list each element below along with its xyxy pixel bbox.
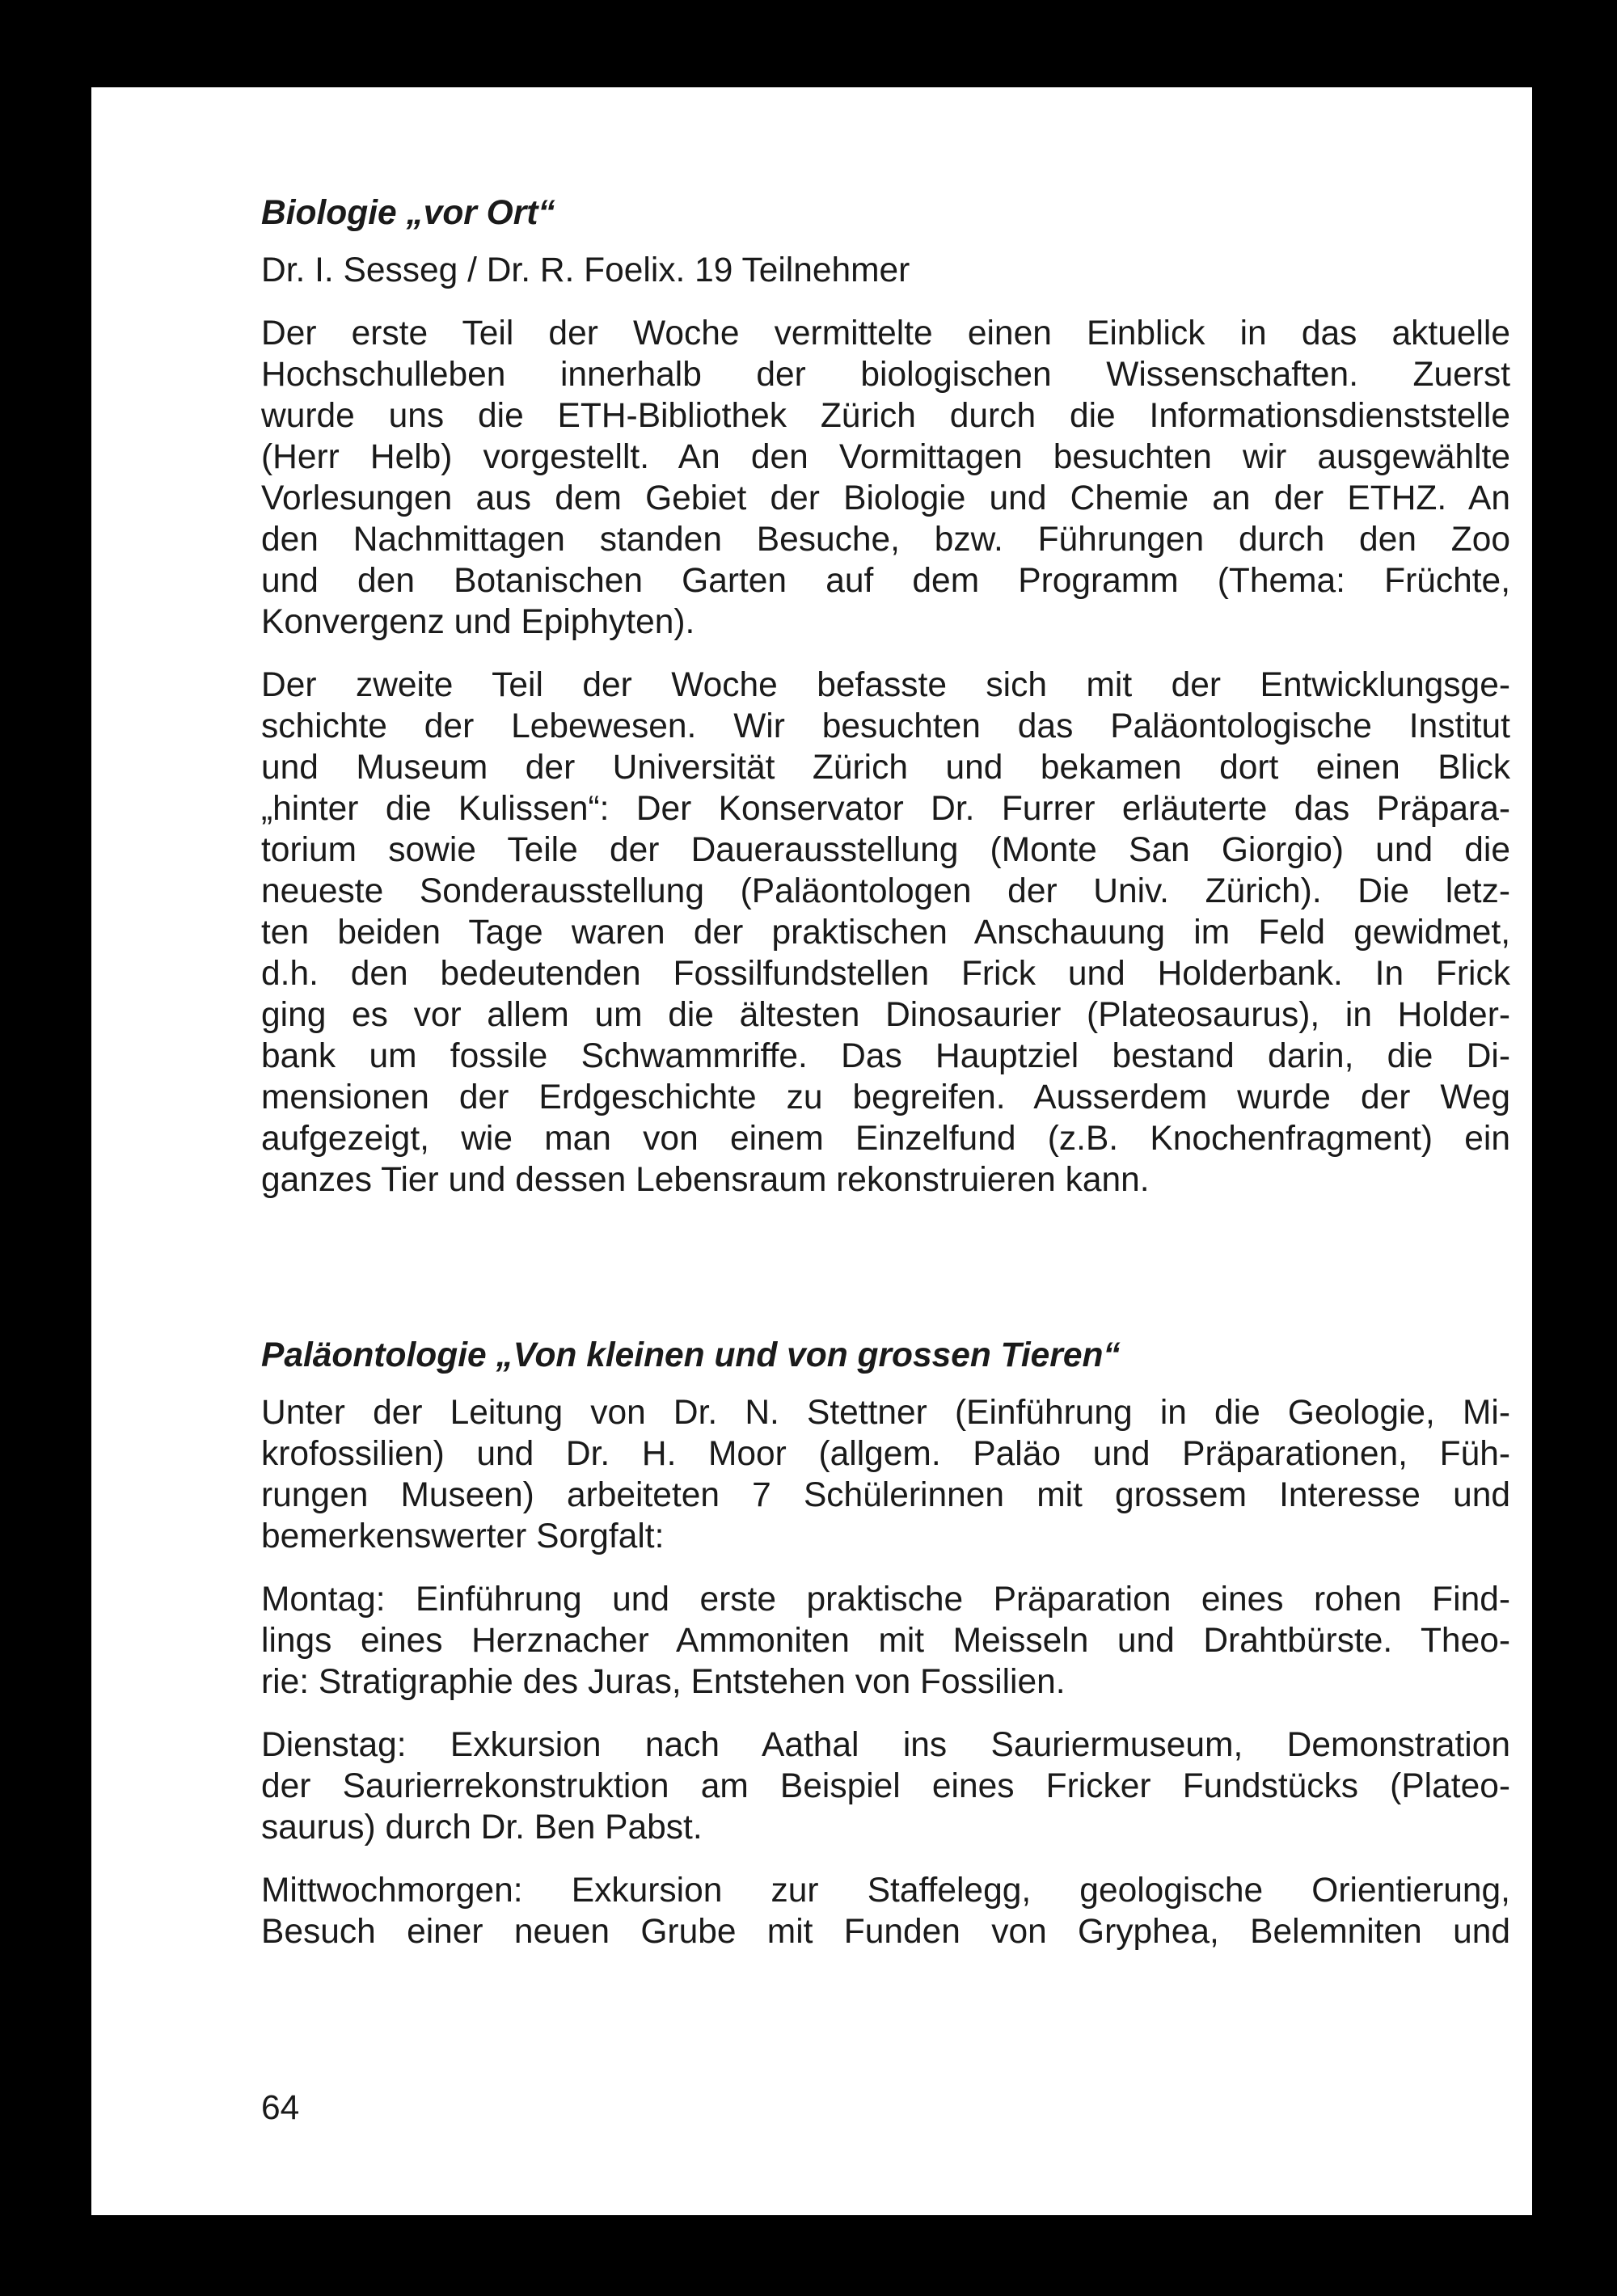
text-line: lings eines Herznacher Ammoniten mit Meisseln und Drahtbürste. Theo-: [261, 1622, 1510, 1660]
text-line: ganzes Tier und dessen Lebensraum rekonstruieren kann.: [261, 1161, 1150, 1199]
text-line: Konvergenz und Epiphyten).: [261, 603, 695, 641]
biologie-paragraph-1: [261, 313, 1510, 643]
text-line: saurus) durch Dr. Ben Pabst.: [261, 1809, 703, 1847]
palaeo-paragraph-dienstag: [261, 1724, 1510, 1848]
palaeo-paragraph-montag: [261, 1579, 1510, 1703]
text-line: Unter der Leitung von Dr. N. Stettner (Einführung in die Geologie, Mi-: [261, 1394, 1510, 1432]
text-line: der Saurierrekonstruktion am Beispiel eines Fricker Fundstücks (Plateo-: [261, 1767, 1510, 1805]
text-line: d.h. den bedeutenden Fossilfundstellen Frick und Holderbank. In Frick: [261, 955, 1510, 993]
text-line: schichte der Lebewesen. Wir besuchten das Paläontologische Institut: [261, 707, 1510, 745]
text-line: bemerkenswerter Sorgfalt:: [261, 1517, 665, 1555]
text-line: (Herr Helb) vorgestellt. An den Vormittagen besuchten wir ausgewählte: [261, 438, 1510, 476]
text-line: und den Botanischen Garten auf dem Programm (Thema: Früchte,: [261, 562, 1510, 600]
text-line: den Nachmittagen standen Besuche, bzw. Führungen durch den Zoo: [261, 521, 1510, 559]
text-line: ging es vor allem um die ältesten Dinosaurier (Plateosaurus), in Holder-: [261, 996, 1510, 1034]
text-line: Montag: Einführung und erste praktische Präparation eines rohen Find-: [261, 1581, 1510, 1619]
text-line: Vorlesungen aus dem Gebiet der Biologie und Chemie an der ETHZ. An: [261, 479, 1510, 517]
text-line: Der zweite Teil der Woche befasste sich mit der Entwicklungsge-: [261, 666, 1510, 704]
text-line: torium sowie Teile der Dauerausstellung (Monte San Giorgio) und die: [261, 831, 1510, 869]
section-title-biologie: Biologie „vor Ort“: [261, 194, 555, 232]
text-line: neueste Sonderausstellung (Paläontologen der Univ. Zürich). Die letz-: [261, 872, 1510, 910]
text-line: wurde uns die ETH-Bibliothek Zürich durch die Informationsdienststelle: [261, 397, 1510, 435]
palaeo-paragraph-mittwoch: [261, 1870, 1510, 1952]
section-authors: Dr. I. Sesseg / Dr. R. Foelix. 19 Teilnehmer: [261, 251, 910, 289]
biologie-paragraph-2: [261, 665, 1510, 1201]
text-line: mensionen der Erdgeschichte zu begreifen. Ausserdem wurde der Weg: [261, 1078, 1510, 1116]
document-page: [91, 87, 1532, 2215]
text-line: ten beiden Tage waren der praktischen Anschauung im Feld gewidmet,: [261, 914, 1510, 952]
text-line: krofossilien) und Dr. H. Moor (allgem. Paläo und Präparationen, Füh-: [261, 1435, 1510, 1473]
page-number: 64: [261, 2089, 300, 2127]
page-content: [261, 192, 1510, 1952]
text-line: Hochschulleben innerhalb der biologischen Wissenschaften. Zuerst: [261, 356, 1510, 394]
text-line: rie: Stratigraphie des Juras, Entstehen von Fossilien.: [261, 1663, 1066, 1701]
text-line: und Museum der Universität Zürich und bekamen dort einen Blick: [261, 749, 1510, 787]
text-line: bank um fossile Schwammriffe. Das Hauptziel bestand darin, die Di-: [261, 1037, 1510, 1075]
palaeo-paragraph-1: [261, 1392, 1510, 1557]
section-title-palaeontologie: Paläontologie „Von kleinen und von grossen Tieren“: [261, 1336, 1121, 1374]
text-line: Besuch einer neuen Grube mit Funden von Gryphea, Belemniten und: [261, 1913, 1510, 1951]
text-line: aufgezeigt, wie man von einem Einzelfund (z.B. Knochenfragment) ein: [261, 1120, 1510, 1158]
text-line: rungen Museen) arbeiteten 7 Schülerinnen mit grossem Interesse und: [261, 1476, 1510, 1514]
text-line: „hinter die Kulissen“: Der Konservator Dr. Furrer erläuterte das Präpara-: [261, 790, 1510, 828]
text-line: Mittwochmorgen: Exkursion zur Staffelegg, geologische Orientierung,: [261, 1872, 1510, 1910]
text-line: Dienstag: Exkursion nach Aathal ins Sauriermuseum, Demonstration: [261, 1726, 1510, 1764]
text-line: Der erste Teil der Woche vermittelte einen Einblick in das aktuelle: [261, 314, 1510, 352]
